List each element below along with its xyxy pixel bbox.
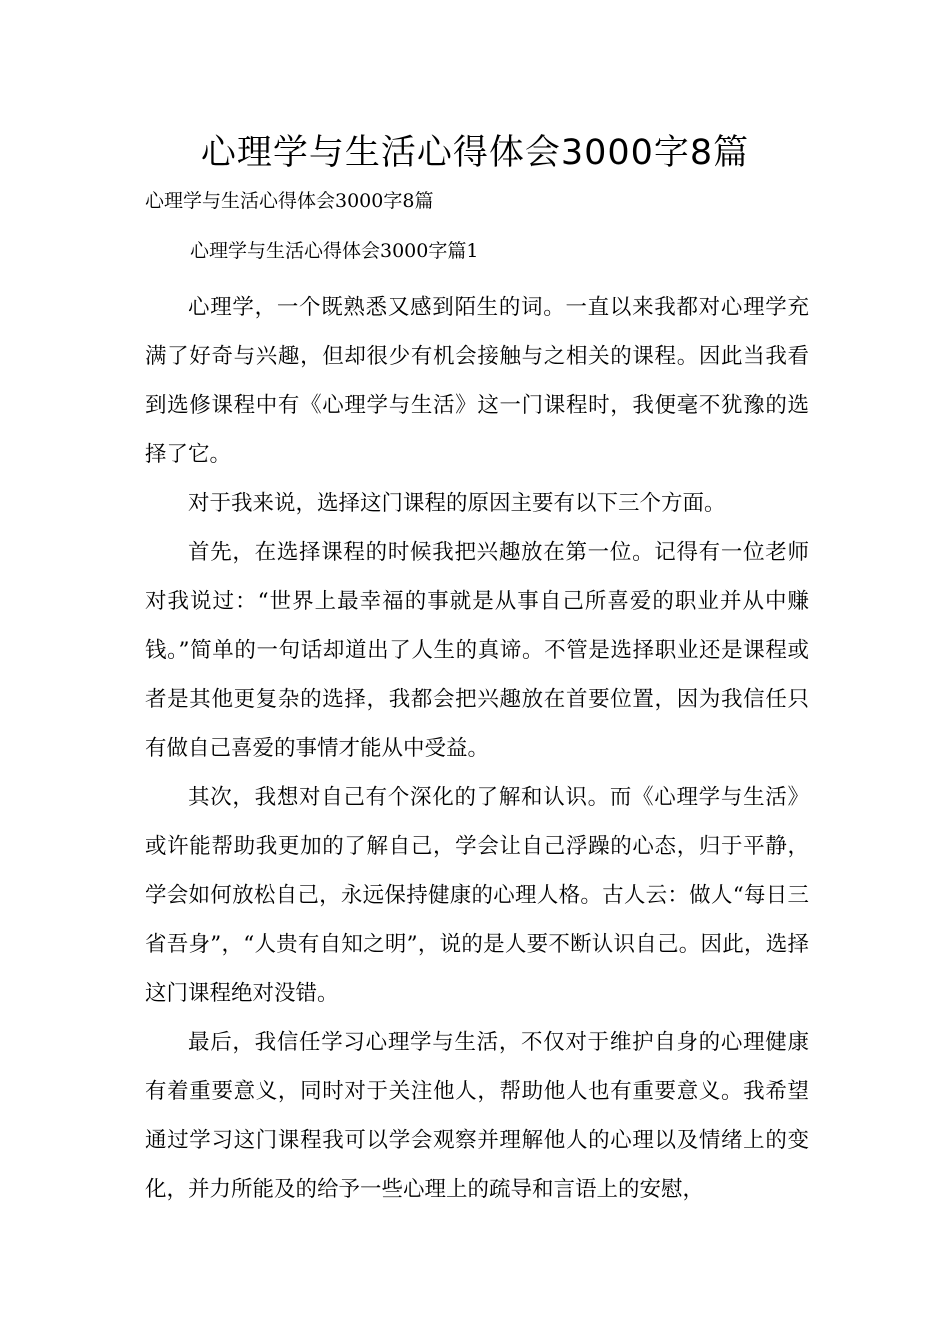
document-body (145, 283, 809, 1214)
document-subtitle: 心理学与生活心得体会3000字8篇 (145, 190, 434, 212)
section-heading: 心理学与生活心得体会3000字篇1 (190, 240, 479, 262)
paragraph: 对于我来说，选择这门课程的原因主要有以下三个方面。 (188, 491, 726, 516)
document-title: 心理学与生活心得体会3000字8篇 (200, 133, 750, 173)
paragraph: 最后，我信任学习心理学与生活，不仅对于维护自身的心理健康有着重要意义，同时对于关注他人，帮助他人也有重要意义。我希望通过学习这门课程我可以学会观察并理解他人的心理以及情绪上的变化，并力所能及的给予一些心理上的疏导和言语上的安慰， (145, 1030, 809, 1202)
paragraph: 其次，我想对自己有个深化的了解和认识。而《心理学与生活》或许能帮助我更加的了解自己，学会让自己浮躁的心态，归于平静，学会如何放松自己，永远保持健康的心理人格。古人云：做人“每日三省吾身”，“人贵有自知之明”，说的是人要不断认识自己。因此，选择这门课程绝对没错。 (145, 785, 809, 1006)
paragraph: 首先，在选择课程的时候我把兴趣放在第一位。记得有一位老师对我说过：“世界上最幸福的事就是从事自己所喜爱的职业并从中赚钱。”简单的一句话却道出了人生的真谛。不管是选择职业还是课程或者是其他更复杂的选择，我都会把兴趣放在首要位置，因为我信任只有做自己喜爱的事情才能从中受益。 (145, 540, 809, 761)
paragraph: 心理学，一个既熟悉又感到陌生的词。一直以来我都对心理学充满了好奇与兴趣，但却很少有机会接触与之相关的课程。因此当我看到选修课程中有《心理学与生活》这一门课程时，我便毫不犹豫的选择了它。 (145, 295, 809, 467)
